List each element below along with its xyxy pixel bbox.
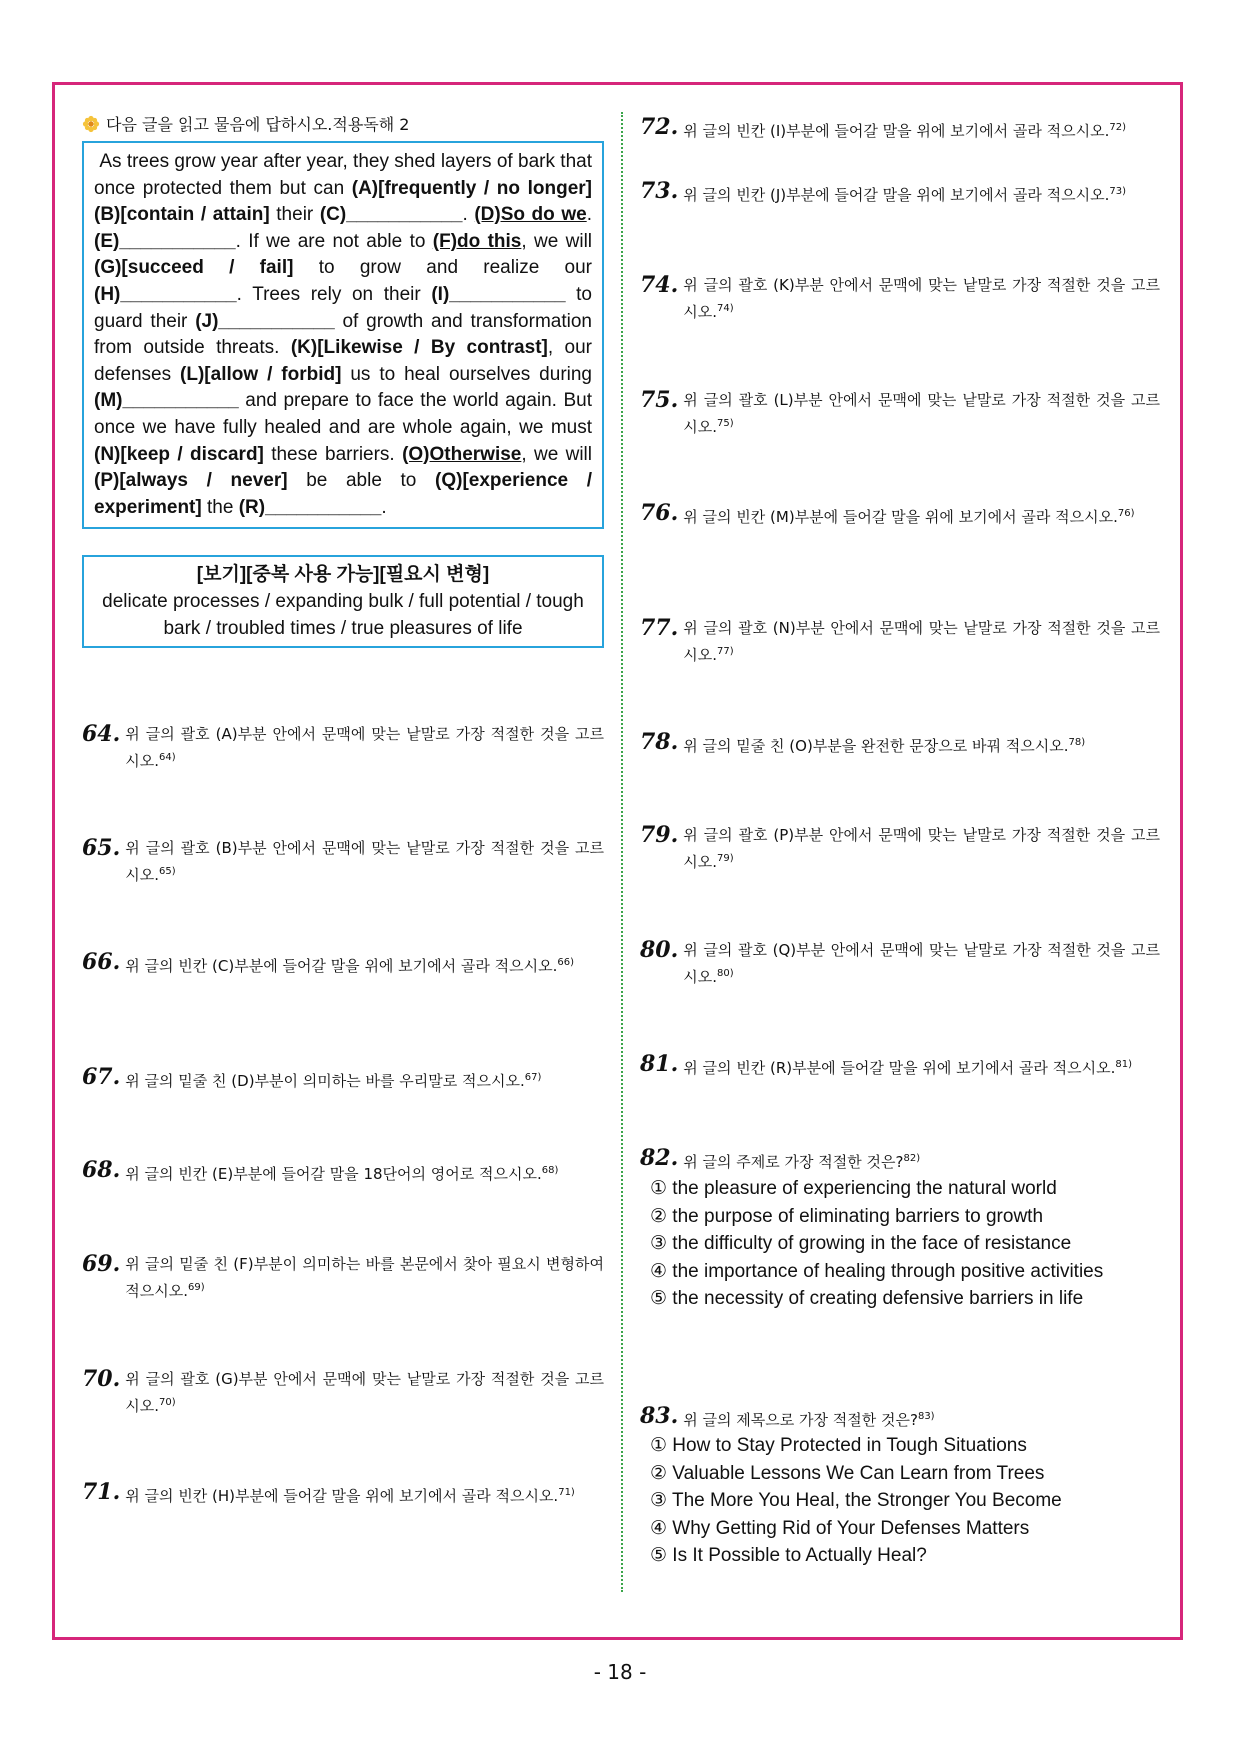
blank-c: (C)___________	[319, 204, 463, 226]
question-65: 65. 위 글의 괄호 (B)부분 안에서 문맥에 맞는 낱말로 가장 적절한 것을 고르시오.$^{65)}$	[82, 835, 604, 884]
question-66: 66. 위 글의 빈칸 (C)부분에 들어갈 말을 위에 보기에서 골라 적으시오.$^{66)}$	[82, 949, 575, 975]
blank-k: (K)[Likewise / By contrast]	[290, 337, 548, 359]
blank-m: (M)___________	[94, 390, 239, 412]
blank-r: (R)___________	[238, 496, 382, 518]
question-78: 78. 위 글의 밑줄 친 (O)부분을 완전한 문장으로 바꿔 적으시오.$^{78)}$	[640, 729, 1086, 755]
question-72: 72. 위 글의 빈칸 (I)부분에 들어갈 말을 위에 보기에서 골라 적으시오.$^{72)}$	[640, 114, 1126, 140]
left-column	[82, 112, 604, 648]
underline-f: (F)do this	[432, 230, 522, 252]
question-80: 80. 위 글의 괄호 (Q)부분 안에서 문맥에 맞는 낱말로 가장 적절한 것을 고르시오.$^{80)}$	[640, 937, 1160, 986]
choice-82-3[interactable]: ③ the difficulty of growing in the face of resistance	[650, 1233, 1072, 1254]
choice-83-1[interactable]: ① How to Stay Protected in Tough Situations	[650, 1435, 1027, 1456]
question-64: 64. 위 글의 괄호 (A)부분 안에서 문맥에 맞는 낱말로 가장 적절한 것을 고르시오.$^{64)}$	[82, 721, 604, 770]
question-76: 76. 위 글의 빈칸 (M)부분에 들어갈 말을 위에 보기에서 골라 적으시오.$^{76)}$	[640, 500, 1135, 526]
blank-h: (H)___________	[94, 283, 237, 305]
question-74: 74. 위 글의 괄호 (K)부분 안에서 문맥에 맞는 낱말로 가장 적절한 것을 고르시오.$^{74)}$	[640, 272, 1160, 321]
question-73: 73. 위 글의 빈칸 (J)부분에 들어갈 말을 위에 보기에서 골라 적으시오.$^{73)}$	[640, 178, 1126, 204]
question-70: 70. 위 글의 괄호 (G)부분 안에서 문맥에 맞는 낱말로 가장 적절한 것을 고르시오.$^{70)}$	[82, 1366, 604, 1415]
choice-82-5[interactable]: ⑤ the necessity of creating defensive barriers in life	[650, 1288, 1084, 1309]
blank-l: (L)[allow / forbid]	[180, 363, 342, 385]
blank-p: (P)[always / never]	[94, 470, 288, 492]
question-79: 79. 위 글의 괄호 (P)부분 안에서 문맥에 맞는 낱말로 가장 적절한 것을 고르시오.$^{79)}$	[640, 822, 1160, 871]
question-69: 69. 위 글의 밑줄 친 (F)부분이 의미하는 바를 본문에서 찾아 필요시 변형하여 적으시오.$^{69)}$	[82, 1251, 604, 1300]
choice-82-2[interactable]: ② the purpose of eliminating barriers to growth	[650, 1205, 1044, 1227]
underline-o: (O)Otherwise	[402, 443, 522, 465]
instruction-text: 다음 글을 읽고 물음에 답하시오.적용독해 2	[106, 115, 410, 134]
question-67: 67. 위 글의 밑줄 친 (D)부분이 의미하는 바를 우리말로 적으시오.$^{67)}$	[82, 1064, 542, 1090]
blank-i: (I)___________	[431, 283, 566, 305]
blank-j: (J)___________	[195, 310, 335, 332]
question-82: 82. 위 글의 주제로 가장 적절한 것은?$^{82)}$	[640, 1145, 921, 1171]
blank-e: (E)___________	[94, 230, 236, 252]
choice-82-4[interactable]: ④ the importance of healing through positive activities	[650, 1260, 1104, 1282]
reading-passage: As trees grow year after year, they shed layers of bark that once protected them but can (A)[frequently / no longer] (B)[contain / attain] their (C)___________. (D)So do we. (E)___________. If we are not able to (F)do this, we will (G)[succeed / fail] to grow and realize our (H)___________. Trees rely on their (I)___________ to guard their (J)___________ of growth and transformation from outside threats. (K)[Likewise / By contrast], our defenses (L)[allow / forbid] us to heal ourselves during (M)___________ and prepare to face the world again. But once we have fully healed and are whole again, we must (N)[keep / discard] these barriers. (O)Otherwise, we will (P)[always / never] be able to (Q)[experience / experiment] the (R)___________.	[82, 141, 604, 529]
choices-82	[650, 1175, 1160, 1313]
choice-83-4[interactable]: ④ Why Getting Rid of Your Defenses Matters	[650, 1517, 1030, 1539]
blank-a: (A)[frequently / no longer]	[351, 177, 592, 199]
page-number: - 18 -	[593, 1660, 647, 1684]
question-83: 83. 위 글의 제목으로 가장 적절한 것은?$^{83)}$	[640, 1403, 935, 1429]
flower-icon	[82, 115, 100, 133]
blank-g: (G)[succeed / fail]	[94, 257, 294, 279]
choice-83-3[interactable]: ③ The More You Heal, the Stronger You Become	[650, 1490, 1062, 1511]
word-box-title: [보기][중복 사용 가능][필요시 변형]	[196, 564, 490, 586]
column-divider	[621, 112, 623, 1592]
choice-83-5[interactable]: ⑤ Is It Possible to Actually Heal?	[650, 1545, 927, 1566]
question-71: 71. 위 글의 빈칸 (H)부분에 들어갈 말을 위에 보기에서 골라 적으시오.$^{71)}$	[82, 1479, 575, 1505]
blank-q: (Q)[experience / experiment]	[94, 470, 592, 518]
blank-n: (N)[keep / discard]	[94, 443, 264, 465]
word-box	[82, 555, 604, 648]
choice-82-1[interactable]: ① the pleasure of experiencing the natural world	[650, 1178, 1057, 1199]
blank-b: (B)[contain / attain]	[94, 204, 270, 226]
underline-d: (D)So do we	[474, 204, 587, 226]
question-77: 77. 위 글의 괄호 (N)부분 안에서 문맥에 맞는 낱말로 가장 적절한 것을 고르시오.$^{77)}$	[640, 615, 1160, 664]
question-68: 68. 위 글의 빈칸 (E)부분에 들어갈 말을 18단어의 영어로 적으시오.$^{68)}$	[82, 1157, 559, 1183]
instruction	[82, 112, 604, 135]
question-81: 81. 위 글의 빈칸 (R)부분에 들어갈 말을 위에 보기에서 골라 적으시오.$^{81)}$	[640, 1051, 1132, 1077]
choices-83	[650, 1432, 1160, 1570]
question-75: 75. 위 글의 괄호 (L)부분 안에서 문맥에 맞는 낱말로 가장 적절한 것을 고르시오.$^{75)}$	[640, 387, 1160, 436]
word-box-words: delicate processes / expanding bulk / full potential / tough bark / troubled times / true pleasures of life	[102, 591, 584, 640]
choice-83-2[interactable]: ② Valuable Lessons We Can Learn from Trees	[650, 1462, 1045, 1484]
